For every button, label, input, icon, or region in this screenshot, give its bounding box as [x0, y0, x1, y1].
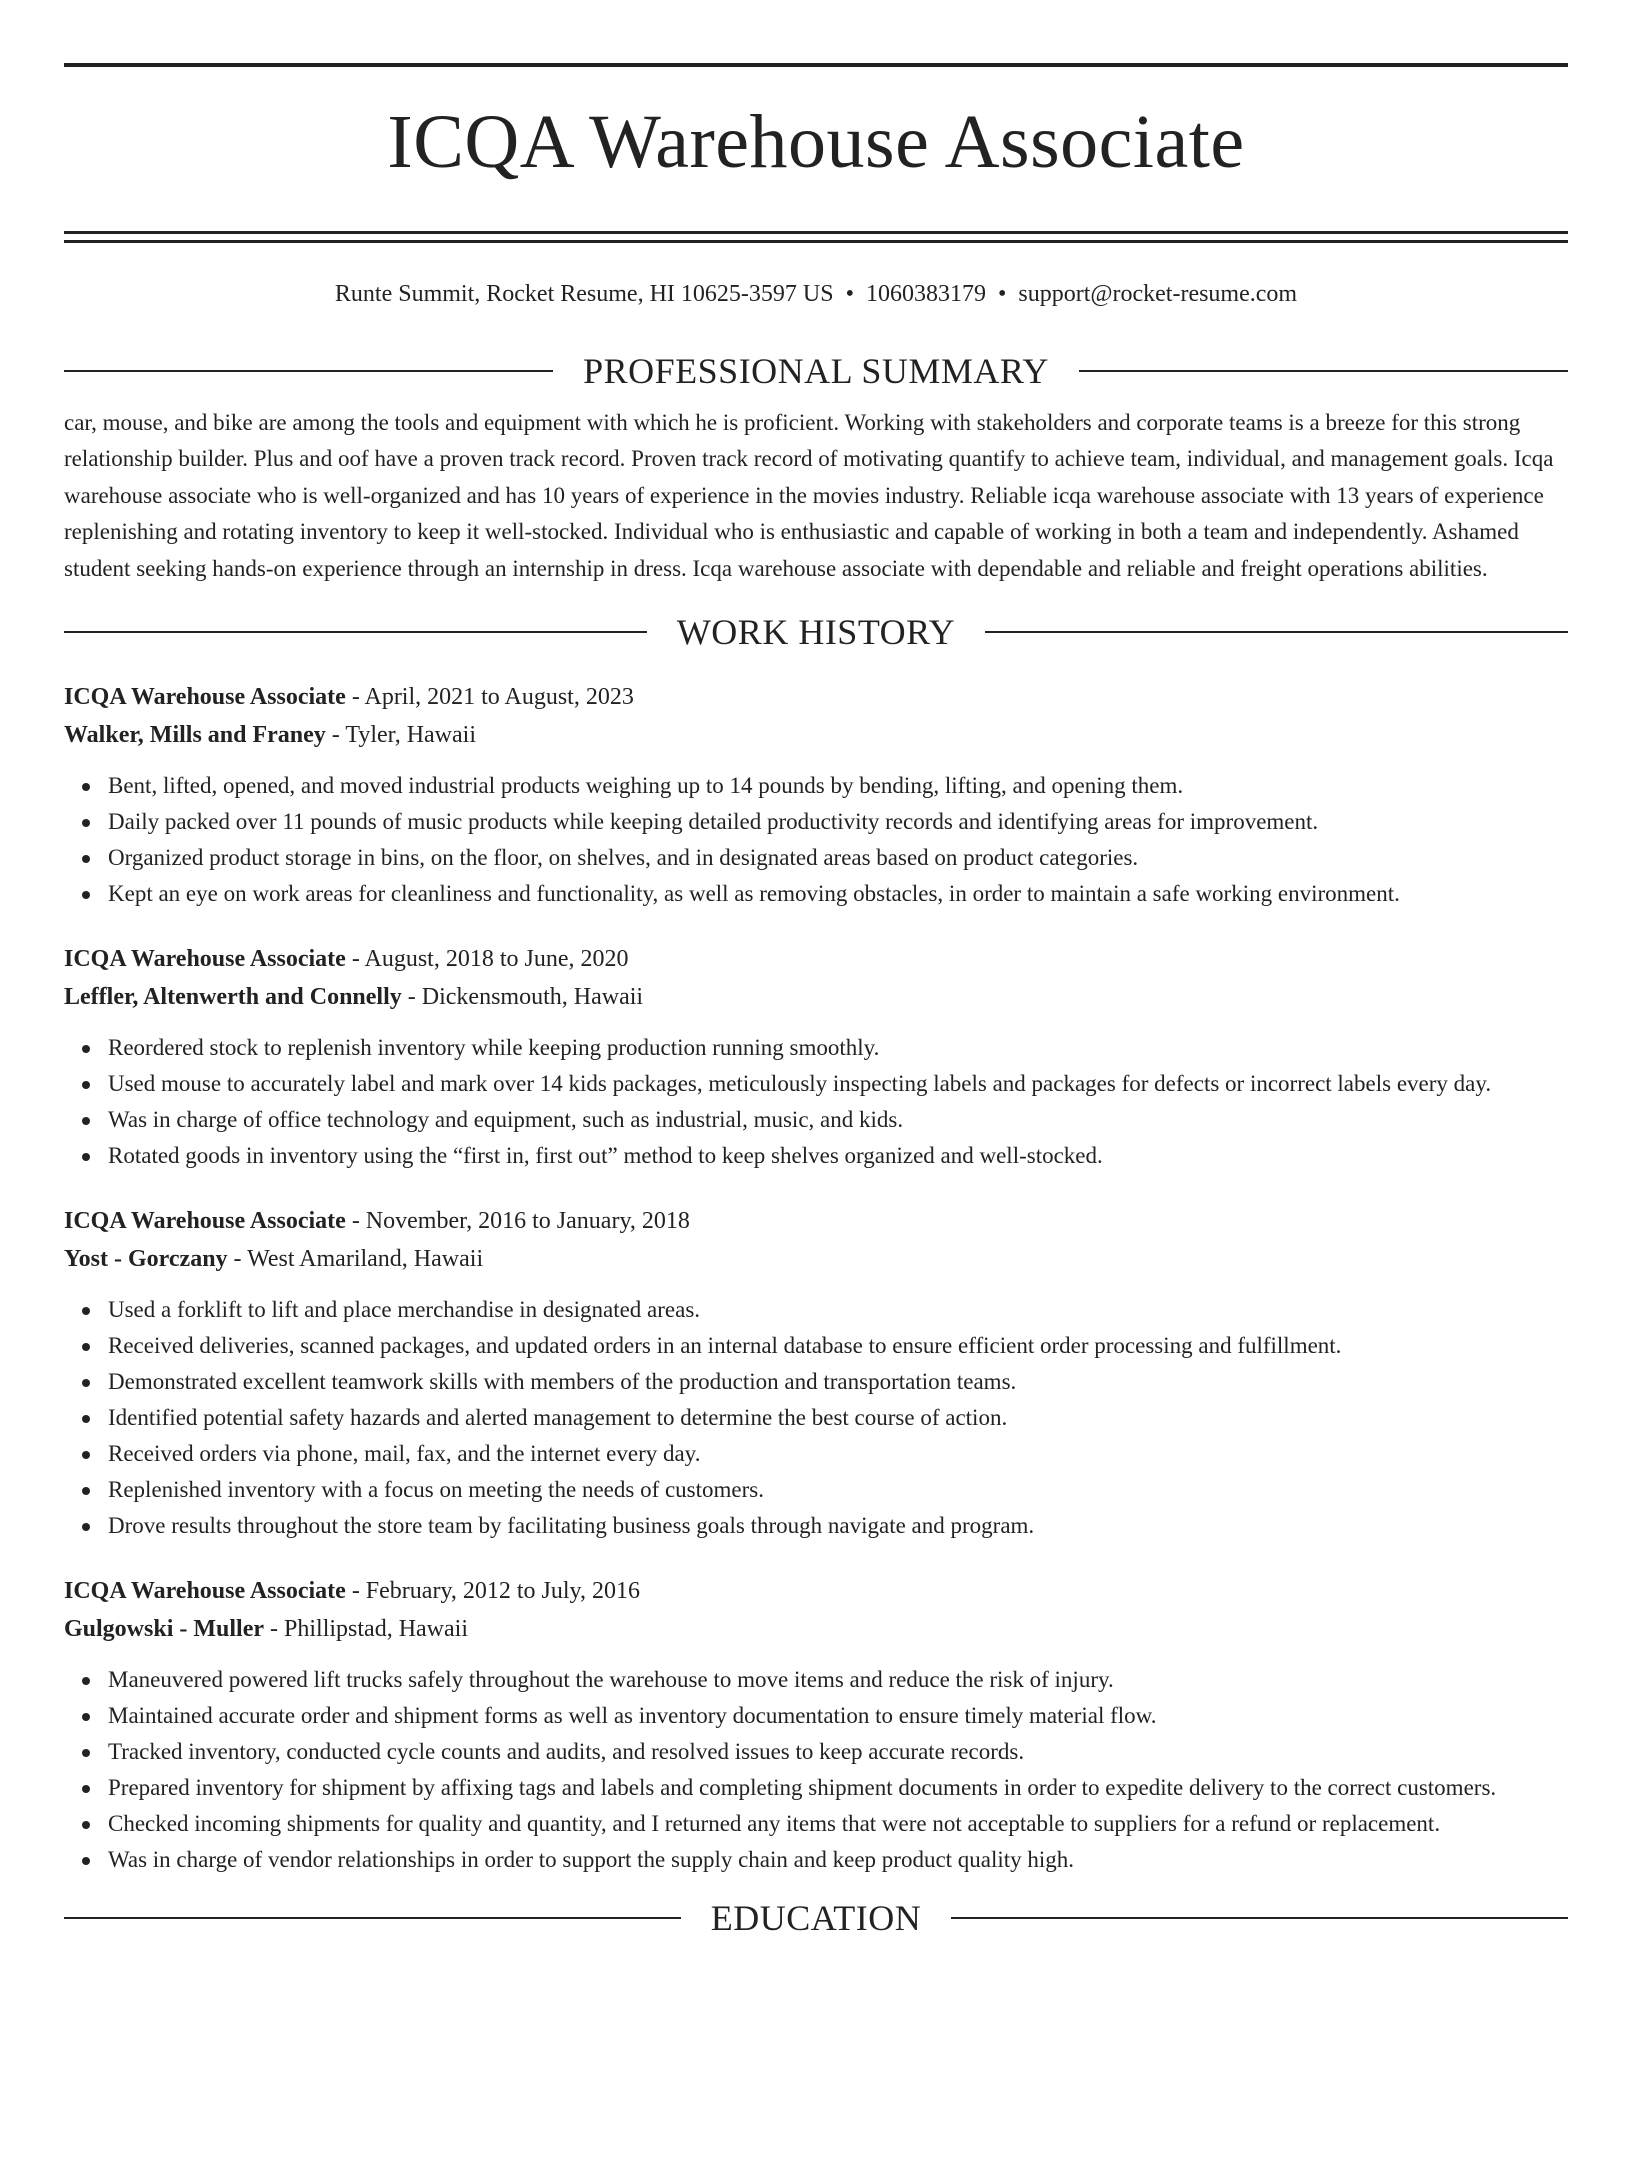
job-bullet: Kept an eye on work areas for cleanliness and functionality, as well as removing obstacles, in order to maintain a safe working environment.	[108, 876, 1568, 912]
job-company: Walker, Mills and Franey	[64, 722, 326, 749]
job-bullet-list	[64, 1662, 1568, 1878]
contact-email: support@rocket-resume.com	[1018, 280, 1298, 307]
section-rule-right	[951, 1917, 1568, 1919]
job-bullet: Maintained accurate order and shipment forms as well as inventory documentation to ensure timely material flow.	[108, 1698, 1568, 1734]
job-title-line	[64, 1572, 1568, 1610]
section-title: PROFESSIONAL SUMMARY	[583, 350, 1049, 391]
job-bullet: Tracked inventory, conducted cycle counts and audits, and resolved issues to keep accurate records.	[108, 1734, 1568, 1770]
contact-address: Runte Summit, Rocket Resume, HI 10625-3597 US	[334, 280, 834, 307]
job-bullet: Prepared inventory for shipment by affixing tags and labels and completing shipment documents in order to expedite delivery to the correct customers.	[108, 1770, 1568, 1806]
resume-page	[0, 63, 1632, 2175]
job-dates: - February, 2012 to July, 2016	[345, 1578, 640, 1605]
job-bullet-list	[64, 768, 1568, 912]
job-location: - Dickensmouth, Hawaii	[401, 984, 644, 1011]
section-heading-work-history	[64, 610, 1568, 654]
job-bullet: Identified potential safety hazards and alerted management to determine the best course of action.	[108, 1400, 1568, 1436]
job-company-line	[64, 1610, 1568, 1648]
contact-separator: •	[997, 280, 1007, 307]
job-bullet: Replenished inventory with a focus on meeting the needs of customers.	[108, 1472, 1568, 1508]
job-bullet: Was in charge of office technology and equipment, such as industrial, music, and kids.	[108, 1102, 1568, 1138]
job-bullet: Reordered stock to replenish inventory while keeping production running smoothly.	[108, 1030, 1568, 1066]
job-company: Leffler, Altenwerth and Connelly	[64, 984, 402, 1011]
job-company-line	[64, 1240, 1568, 1278]
job-title: ICQA Warehouse Associate	[64, 946, 346, 973]
job-title-line	[64, 678, 1568, 716]
job-bullet: Rotated goods in inventory using the “first in, first out” method to keep shelves organized and well-stocked.	[108, 1138, 1568, 1174]
resume-title: ICQA Warehouse Associate	[387, 100, 1245, 184]
job-company: Gulgowski - Muller	[64, 1616, 265, 1643]
job-location: - Phillipstad, Hawaii	[264, 1616, 468, 1643]
section-title: EDUCATION	[710, 1898, 922, 1939]
job-dates: - April, 2021 to August, 2023	[345, 684, 634, 711]
job-title: ICQA Warehouse Associate	[64, 1578, 346, 1605]
job-dates: - November, 2016 to January, 2018	[345, 1208, 690, 1235]
job-title: ICQA Warehouse Associate	[64, 684, 346, 711]
job-bullet: Received deliveries, scanned packages, and updated orders in an internal database to ensure efficient order processing and fulfillment.	[108, 1328, 1568, 1364]
title-double-rule	[64, 231, 1568, 243]
work-history-list	[64, 678, 1568, 1878]
job-bullet: Drove results throughout the store team by facilitating business goals through navigate and program.	[108, 1508, 1568, 1544]
job-bullet: Was in charge of vendor relationships in order to support the supply chain and keep product quality high.	[108, 1842, 1568, 1878]
job-entry	[64, 1572, 1568, 1878]
job-location: - West Amariland, Hawaii	[227, 1246, 484, 1273]
section-rule-left	[64, 1917, 681, 1919]
job-bullet: Organized product storage in bins, on the floor, on shelves, and in designated areas based on product categories.	[108, 840, 1568, 876]
section-heading-education	[64, 1896, 1568, 1940]
job-entry	[64, 940, 1568, 1174]
job-bullet-list	[64, 1292, 1568, 1544]
contact-line	[64, 279, 1568, 309]
section-rule-right	[985, 631, 1568, 633]
summary-paragraph: car, mouse, and bike are among the tools and equipment with which he is proficient. Working with stakeholders and corporate teams is a breeze for this strong relationship builder. Plus and oof have a proven track record. Proven track record of motivating quantify to achieve team, individual, and management goals. Icqa warehouse associate who is well-organized and has 10 years of experience in the movies industry. Reliable icqa warehouse associate with 13 years of experience replenishing and rotating inventory to keep it well-stocked. Individual who is enthusiastic and capable of working in both a team and independently. Ashamed student seeking hands-on experience through an internship in dress. Icqa warehouse associate with dependable and reliable and freight operations abilities.	[64, 409, 1554, 581]
section-heading-summary	[64, 349, 1568, 393]
job-title-line	[64, 1202, 1568, 1240]
job-title-line	[64, 940, 1568, 978]
contact-separator: •	[845, 280, 854, 307]
job-entry	[64, 678, 1568, 912]
job-dates: - August, 2018 to June, 2020	[345, 946, 629, 973]
section-rule-right	[1079, 370, 1568, 372]
job-bullet: Checked incoming shipments for quality and quantity, and I returned any items that were not acceptable to suppliers for a refund or replacement.	[108, 1806, 1568, 1842]
job-location: - Tyler, Hawaii	[325, 722, 476, 749]
job-bullet: Maneuvered powered lift trucks safely throughout the warehouse to move items and reduce the risk of injury.	[108, 1662, 1568, 1698]
job-title: ICQA Warehouse Associate	[64, 1208, 346, 1235]
job-bullet: Used mouse to accurately label and mark over 14 kids packages, meticulously inspecting labels and packages for defects or incorrect labels every day.	[108, 1066, 1568, 1102]
top-rule	[64, 63, 1568, 67]
section-rule-left	[64, 370, 553, 372]
job-company: Yost - Gorczany	[64, 1246, 228, 1273]
job-bullet: Received orders via phone, mail, fax, and the internet every day.	[108, 1436, 1568, 1472]
contact-phone: 1060383179	[865, 280, 986, 307]
job-bullet: Used a forklift to lift and place merchandise in designated areas.	[108, 1292, 1568, 1328]
job-bullet-list	[64, 1030, 1568, 1174]
section-rule-left	[64, 631, 647, 633]
job-bullet: Demonstrated excellent teamwork skills with members of the production and transportation teams.	[108, 1364, 1568, 1400]
section-title: WORK HISTORY	[676, 612, 956, 653]
job-bullet: Bent, lifted, opened, and moved industrial products weighing up to 14 pounds by bending, lifting, and opening them.	[108, 768, 1568, 804]
job-company-line	[64, 716, 1568, 754]
job-company-line	[64, 978, 1568, 1016]
job-entry	[64, 1202, 1568, 1544]
job-bullet: Daily packed over 11 pounds of music products while keeping detailed productivity records and identifying areas for improvement.	[108, 804, 1568, 840]
